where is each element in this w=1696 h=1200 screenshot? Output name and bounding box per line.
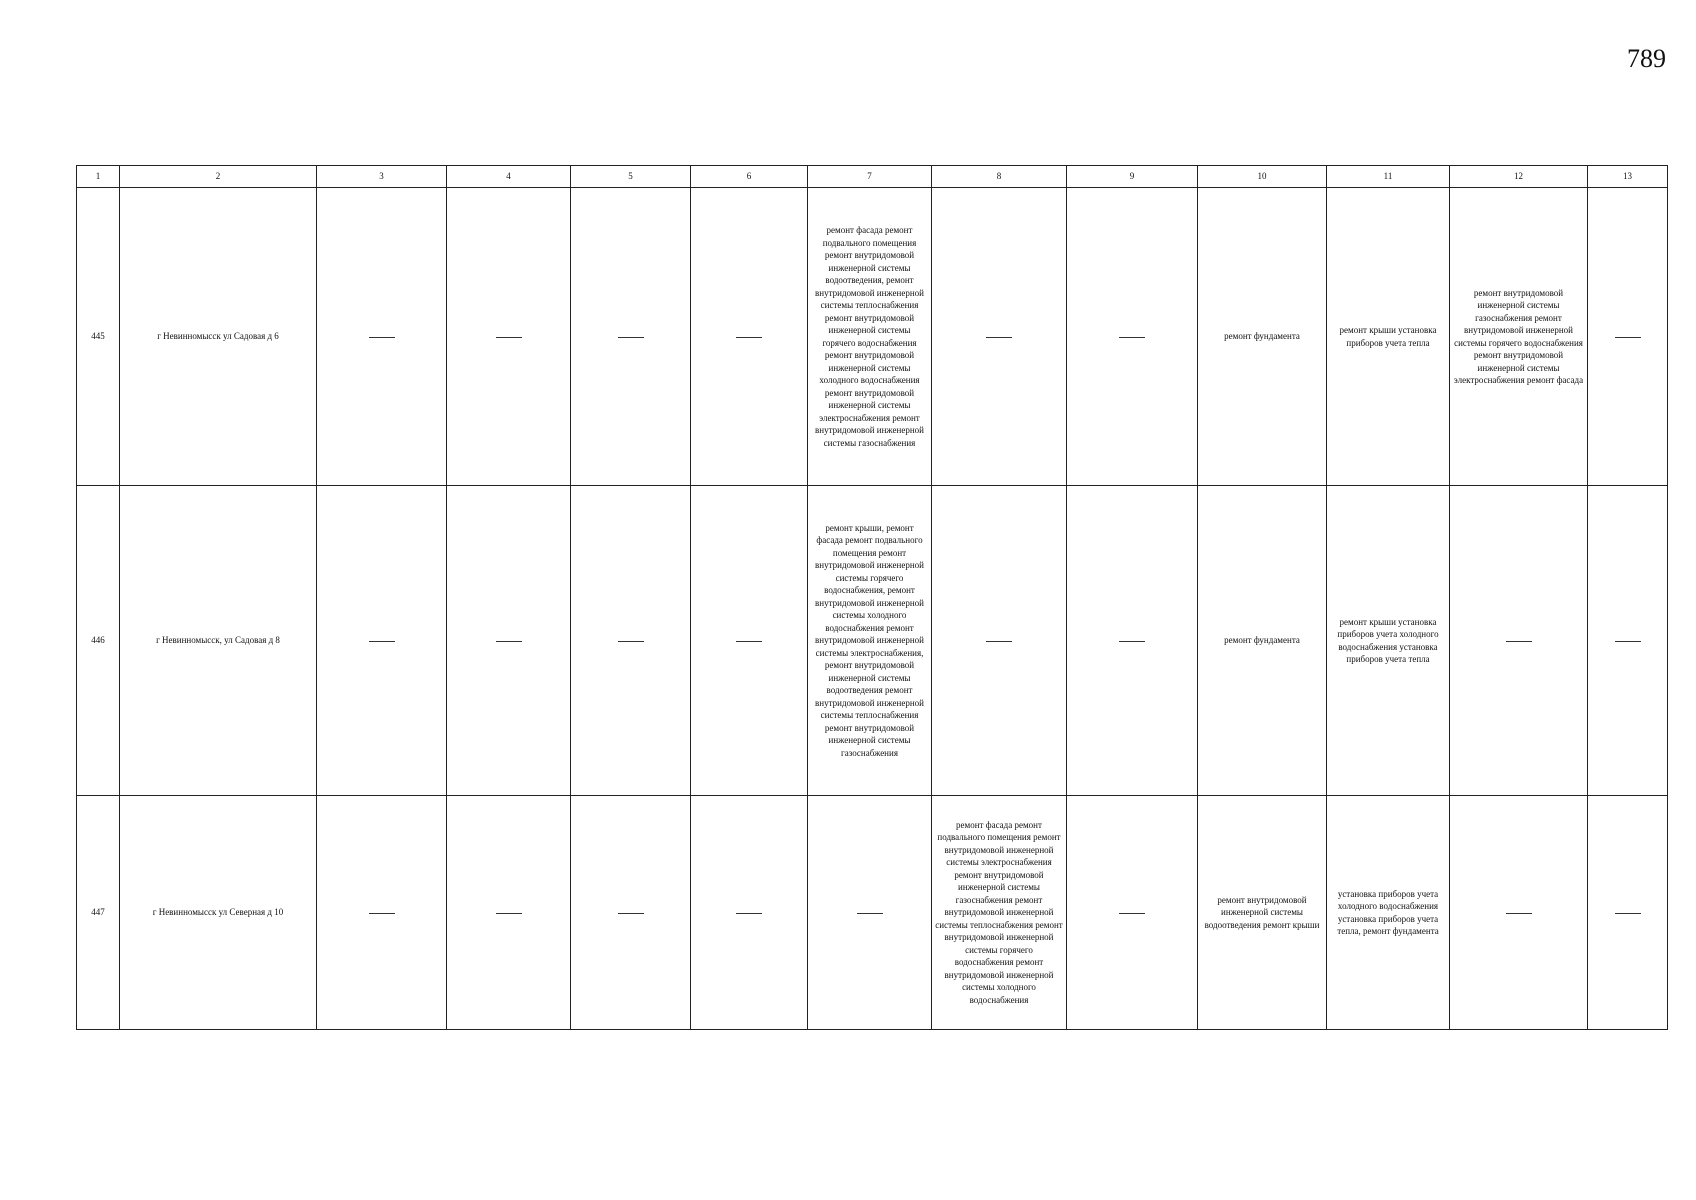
work-type-cell xyxy=(1198,486,1327,796)
column-number-row xyxy=(77,166,1668,188)
empty-dash xyxy=(618,913,644,914)
empty-dash xyxy=(1506,913,1532,914)
work-type-cell xyxy=(317,486,447,796)
column-header: 9 xyxy=(1067,166,1198,188)
work-type-cell xyxy=(932,188,1067,486)
cell-text: ремонт фундамента xyxy=(1224,635,1300,646)
empty-dash xyxy=(1119,913,1145,914)
column-header: 13 xyxy=(1588,166,1668,188)
work-type-cell xyxy=(932,486,1067,796)
cell-text: 445 xyxy=(91,331,105,342)
column-header: 8 xyxy=(932,166,1067,188)
work-type-cell xyxy=(571,796,691,1030)
work-type-cell xyxy=(317,188,447,486)
empty-dash xyxy=(1615,913,1641,914)
cell-text: ремонт внутридомовой инженерной системы газоснабжения ремонт внутридомовой инженерной системы горячего водоснабжения ремонт внутридомовой инженерной системы электроснабжения ремонт фасада xyxy=(1453,287,1584,385)
repair-schedule-table xyxy=(76,165,1668,1030)
work-type-cell xyxy=(1450,796,1588,1030)
work-type-cell xyxy=(691,188,808,486)
empty-dash xyxy=(1119,337,1145,338)
work-type-cell xyxy=(571,486,691,796)
work-type-cell xyxy=(808,796,932,1030)
work-type-cell xyxy=(1327,796,1450,1030)
empty-dash xyxy=(496,913,522,914)
page-number: 789 xyxy=(1627,44,1666,73)
column-header: 6 xyxy=(691,166,808,188)
empty-dash xyxy=(496,641,522,642)
empty-dash xyxy=(369,641,395,642)
empty-dash xyxy=(618,641,644,642)
work-type-cell xyxy=(1067,796,1198,1030)
cell-text: ремонт фундамента xyxy=(1224,331,1300,342)
work-type-cell xyxy=(1198,188,1327,486)
row-number-cell xyxy=(77,486,120,796)
column-header: 10 xyxy=(1198,166,1327,188)
cell-text: ремонт фасада ремонт подвального помещения ремонт внутридомовой инженерной системы водоотведения, ремонт внутридомовой инженерной системы теплоснабжения ремонт внутридомовой инженерной системы горячего водоснабжения ремонт внутридомовой инженерной системы холодного водоснабжения ремонт внутридомовой инженерной системы электроснабжения ремонт внутридомовой инженерной системы газоснабжения xyxy=(815,225,924,448)
cell-text: ремонт крыши, ремонт фасада ремонт подвального помещения ремонт внутридомовой инженерной системы горячего водоснабжения, ремонт внутридомовой инженерной системы холодного водоснабжения ремонт внутридомовой инженерной системы электроснабжения, ремонт внутридомовой инженерной системы водоотведения ремонт внутридомовой инженерной системы теплоснабжения ремонт внутридомовой инженерной системы газоснабжения xyxy=(815,522,924,758)
work-type-cell xyxy=(691,486,808,796)
work-type-cell xyxy=(447,188,571,486)
work-type-cell xyxy=(1198,796,1327,1030)
address-cell xyxy=(120,188,317,486)
empty-dash xyxy=(1615,641,1641,642)
column-header: 1 xyxy=(77,166,120,188)
work-type-cell xyxy=(1588,486,1668,796)
empty-dash xyxy=(496,337,522,338)
cell-text: ремонт крыши установка приборов учета холодного водоснабжения установка приборов учета тепла xyxy=(1337,616,1439,664)
column-header: 2 xyxy=(120,166,317,188)
work-type-cell xyxy=(691,796,808,1030)
empty-dash xyxy=(857,913,883,914)
empty-dash xyxy=(618,337,644,338)
empty-dash xyxy=(736,913,762,914)
work-type-cell xyxy=(1327,188,1450,486)
cell-text: 447 xyxy=(91,907,105,918)
work-type-cell xyxy=(1450,486,1588,796)
work-type-cell xyxy=(1588,796,1668,1030)
work-type-cell xyxy=(1067,486,1198,796)
column-header: 4 xyxy=(447,166,571,188)
empty-dash xyxy=(1506,641,1532,642)
empty-dash xyxy=(736,641,762,642)
column-header: 5 xyxy=(571,166,691,188)
empty-dash xyxy=(986,641,1012,642)
cell-text: г Невинномысск, ул Садовая д 8 xyxy=(156,635,280,646)
address-cell xyxy=(120,796,317,1030)
empty-dash xyxy=(369,337,395,338)
cell-text: 446 xyxy=(91,635,105,646)
empty-dash xyxy=(1615,337,1641,338)
work-type-cell xyxy=(317,796,447,1030)
cell-text: ремонт внутридомовой инженерной системы водоотведения ремонт крыши xyxy=(1204,894,1320,930)
work-type-cell xyxy=(571,188,691,486)
empty-dash xyxy=(986,337,1012,338)
column-header: 12 xyxy=(1450,166,1588,188)
column-header: 7 xyxy=(808,166,932,188)
cell-text: г Невинномысск ул Садовая д 6 xyxy=(157,331,279,342)
work-type-cell xyxy=(1450,188,1588,486)
cell-text: установка приборов учета холодного водоснабжения установка приборов учета тепла, ремонт фундамента xyxy=(1337,888,1439,936)
empty-dash xyxy=(1119,641,1145,642)
work-type-cell xyxy=(1327,486,1450,796)
column-header: 11 xyxy=(1327,166,1450,188)
column-header: 3 xyxy=(317,166,447,188)
cell-text: г Невинномысск ул Северная д 10 xyxy=(152,907,284,918)
work-type-cell xyxy=(447,796,571,1030)
cell-text: ремонт крыши установка приборов учета тепла xyxy=(1339,325,1437,348)
address-cell xyxy=(120,486,317,796)
work-type-cell xyxy=(1588,188,1668,486)
cell-text: ремонт фасада ремонт подвального помещения ремонт внутридомовой инженерной системы электроснабжения ремонт внутридомовой инженерной системы газоснабжения ремонт внутридомовой инженерной системы теплоснабжения ремонт внутридомовой инженерной системы горячего водоснабжения ремонт внутридомовой инженерной системы холодного водоснабжения xyxy=(935,819,1063,1005)
work-type-cell xyxy=(1067,188,1198,486)
work-type-cell xyxy=(808,486,932,796)
row-number-cell xyxy=(77,796,120,1030)
empty-dash xyxy=(736,337,762,338)
table-row xyxy=(77,796,1668,1030)
table-row xyxy=(77,486,1668,796)
work-type-cell xyxy=(447,486,571,796)
empty-dash xyxy=(369,913,395,914)
table-row xyxy=(77,188,1668,486)
row-number-cell xyxy=(77,188,120,486)
work-type-cell xyxy=(932,796,1067,1030)
work-type-cell xyxy=(808,188,932,486)
